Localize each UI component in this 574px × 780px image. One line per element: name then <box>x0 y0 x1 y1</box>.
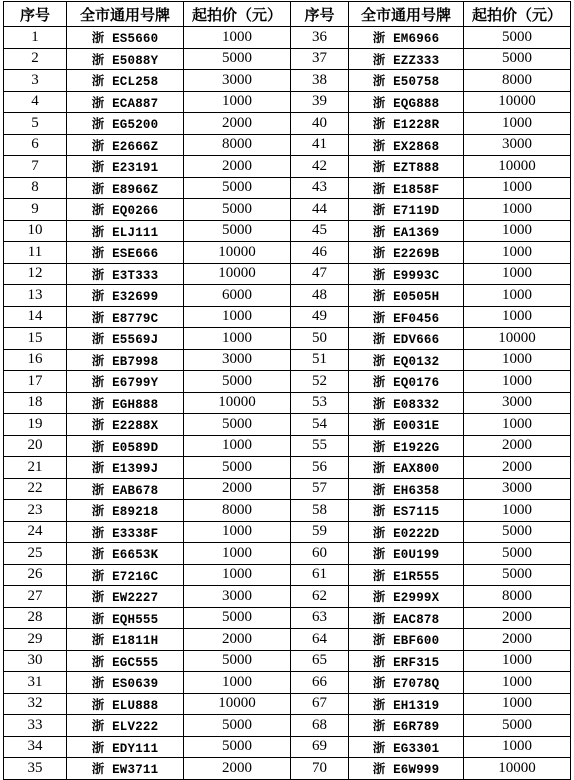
plate-number-cell: 浙 EG3301 <box>349 736 464 758</box>
header-starting-price: 起拍价（元） <box>184 2 291 27</box>
table-row <box>4 586 571 608</box>
serial-number-cell: 62 <box>291 586 349 608</box>
table-row <box>4 349 571 371</box>
table-header <box>4 2 571 27</box>
table-row <box>4 607 571 629</box>
plate-number-cell: 浙 E3T333 <box>67 263 184 285</box>
plate-number-cell: 浙 ESE666 <box>67 242 184 264</box>
plate-number-cell: 浙 EAX800 <box>349 457 464 479</box>
header-serial-number: 序号 <box>291 2 349 27</box>
plate-number-cell: 浙 EF0456 <box>349 306 464 328</box>
starting-price-cell: 3000 <box>184 70 291 92</box>
plate-number-cell: 浙 E2269B <box>349 242 464 264</box>
serial-number-cell: 10 <box>4 220 67 242</box>
table-row <box>4 478 571 500</box>
serial-number-cell: 61 <box>291 564 349 586</box>
serial-number-cell: 39 <box>291 91 349 113</box>
plate-number-cell: 浙 EQG888 <box>349 91 464 113</box>
starting-price-cell: 10000 <box>184 242 291 264</box>
header-serial-number: 序号 <box>4 2 67 27</box>
serial-number-cell: 59 <box>291 521 349 543</box>
plate-number-cell: 浙 EDY111 <box>67 736 184 758</box>
serial-number-cell: 29 <box>4 629 67 651</box>
table-row <box>4 414 571 436</box>
starting-price-cell: 5000 <box>184 371 291 393</box>
starting-price-cell: 1000 <box>184 543 291 565</box>
plate-number-cell: 浙 EX2868 <box>349 134 464 156</box>
table-row <box>4 629 571 651</box>
starting-price-cell: 2000 <box>184 113 291 135</box>
serial-number-cell: 53 <box>291 392 349 414</box>
starting-price-cell: 10000 <box>464 328 571 350</box>
starting-price-cell: 1000 <box>184 328 291 350</box>
header-plate-number: 全市通用号牌 <box>67 2 184 27</box>
serial-number-cell: 43 <box>291 177 349 199</box>
starting-price-cell: 1000 <box>184 521 291 543</box>
table-row <box>4 457 571 479</box>
starting-price-cell: 3000 <box>464 478 571 500</box>
serial-number-cell: 2 <box>4 48 67 70</box>
starting-price-cell: 1000 <box>464 693 571 715</box>
starting-price-cell: 1000 <box>464 199 571 221</box>
plate-number-cell: 浙 EBF600 <box>349 629 464 651</box>
plate-number-cell: 浙 EA1369 <box>349 220 464 242</box>
starting-price-cell: 1000 <box>464 371 571 393</box>
plate-number-cell: 浙 ECL258 <box>67 70 184 92</box>
plate-number-cell: 浙 EB7998 <box>67 349 184 371</box>
table-row <box>4 91 571 113</box>
starting-price-cell: 1000 <box>464 113 571 135</box>
starting-price-cell: 2000 <box>464 457 571 479</box>
serial-number-cell: 16 <box>4 349 67 371</box>
plate-number-cell: 浙 EZT888 <box>349 156 464 178</box>
serial-number-cell: 31 <box>4 672 67 694</box>
serial-number-cell: 26 <box>4 564 67 586</box>
table-row <box>4 564 571 586</box>
starting-price-cell: 5000 <box>464 543 571 565</box>
serial-number-cell: 65 <box>291 650 349 672</box>
table-row <box>4 328 571 350</box>
starting-price-cell: 5000 <box>184 607 291 629</box>
serial-number-cell: 18 <box>4 392 67 414</box>
serial-number-cell: 7 <box>4 156 67 178</box>
serial-number-cell: 41 <box>291 134 349 156</box>
starting-price-cell: 10000 <box>464 91 571 113</box>
serial-number-cell: 6 <box>4 134 67 156</box>
plate-number-cell: 浙 EG5200 <box>67 113 184 135</box>
table-row <box>4 543 571 565</box>
starting-price-cell: 2000 <box>464 607 571 629</box>
serial-number-cell: 8 <box>4 177 67 199</box>
table-row <box>4 27 571 49</box>
starting-price-cell: 5000 <box>464 27 571 49</box>
plate-number-cell: 浙 E1811H <box>67 629 184 651</box>
starting-price-cell: 5000 <box>464 564 571 586</box>
starting-price-cell: 1000 <box>184 564 291 586</box>
serial-number-cell: 24 <box>4 521 67 543</box>
starting-price-cell: 10000 <box>184 263 291 285</box>
header-starting-price: 起拍价（元） <box>464 2 571 27</box>
plate-number-cell: 浙 EAC878 <box>349 607 464 629</box>
plate-number-cell: 浙 E1858F <box>349 177 464 199</box>
serial-number-cell: 12 <box>4 263 67 285</box>
plate-number-cell: 浙 EQH555 <box>67 607 184 629</box>
plate-number-cell: 浙 E9993C <box>349 263 464 285</box>
starting-price-cell: 2000 <box>464 435 571 457</box>
plate-number-cell: 浙 E0U199 <box>349 543 464 565</box>
serial-number-cell: 28 <box>4 607 67 629</box>
serial-number-cell: 27 <box>4 586 67 608</box>
serial-number-cell: 11 <box>4 242 67 264</box>
starting-price-cell: 2000 <box>184 478 291 500</box>
starting-price-cell: 10000 <box>184 693 291 715</box>
plate-number-cell: 浙 E89218 <box>67 500 184 522</box>
starting-price-cell: 1000 <box>464 672 571 694</box>
table-row <box>4 521 571 543</box>
starting-price-cell: 1000 <box>464 500 571 522</box>
plate-number-cell: 浙 E6653K <box>67 543 184 565</box>
serial-number-cell: 54 <box>291 414 349 436</box>
starting-price-cell: 5000 <box>184 48 291 70</box>
plate-number-cell: 浙 EM6966 <box>349 27 464 49</box>
plate-number-cell: 浙 EH1319 <box>349 693 464 715</box>
serial-number-cell: 51 <box>291 349 349 371</box>
starting-price-cell: 5000 <box>184 199 291 221</box>
plate-number-cell: 浙 EH6358 <box>349 478 464 500</box>
plate-number-cell: 浙 E2999X <box>349 586 464 608</box>
starting-price-cell: 2000 <box>184 758 291 780</box>
plate-number-cell: 浙 ERF315 <box>349 650 464 672</box>
starting-price-cell: 5000 <box>184 650 291 672</box>
plate-number-cell: 浙 E1399J <box>67 457 184 479</box>
serial-number-cell: 55 <box>291 435 349 457</box>
table-row <box>4 435 571 457</box>
starting-price-cell: 1000 <box>464 263 571 285</box>
serial-number-cell: 45 <box>291 220 349 242</box>
serial-number-cell: 14 <box>4 306 67 328</box>
serial-number-cell: 17 <box>4 371 67 393</box>
serial-number-cell: 49 <box>291 306 349 328</box>
plate-table-body <box>4 27 571 780</box>
plate-number-cell: 浙 E2666Z <box>67 134 184 156</box>
plate-number-cell: 浙 EZZ333 <box>349 48 464 70</box>
table-row <box>4 306 571 328</box>
starting-price-cell: 5000 <box>184 414 291 436</box>
plate-number-cell: 浙 E23191 <box>67 156 184 178</box>
table-row <box>4 134 571 156</box>
table-row <box>4 758 571 780</box>
serial-number-cell: 19 <box>4 414 67 436</box>
plate-number-cell: 浙 E1922G <box>349 435 464 457</box>
starting-price-cell: 2000 <box>184 629 291 651</box>
starting-price-cell: 1000 <box>464 736 571 758</box>
plate-number-cell: 浙 EGH888 <box>67 392 184 414</box>
serial-number-cell: 44 <box>291 199 349 221</box>
table-row <box>4 156 571 178</box>
serial-number-cell: 63 <box>291 607 349 629</box>
starting-price-cell: 5000 <box>184 177 291 199</box>
plate-number-cell: 浙 ELV222 <box>67 715 184 737</box>
plate-auction-table <box>3 1 571 780</box>
plate-number-cell: 浙 E8966Z <box>67 177 184 199</box>
serial-number-cell: 23 <box>4 500 67 522</box>
starting-price-cell: 3000 <box>184 349 291 371</box>
starting-price-cell: 1000 <box>184 435 291 457</box>
plate-number-cell: 浙 E50758 <box>349 70 464 92</box>
serial-number-cell: 38 <box>291 70 349 92</box>
serial-number-cell: 3 <box>4 70 67 92</box>
table-row <box>4 48 571 70</box>
table-row <box>4 199 571 221</box>
serial-number-cell: 66 <box>291 672 349 694</box>
serial-number-cell: 21 <box>4 457 67 479</box>
plate-number-cell: 浙 E1228R <box>349 113 464 135</box>
starting-price-cell: 10000 <box>464 758 571 780</box>
plate-number-cell: 浙 EQ0132 <box>349 349 464 371</box>
serial-number-cell: 42 <box>291 156 349 178</box>
starting-price-cell: 6000 <box>184 285 291 307</box>
serial-number-cell: 57 <box>291 478 349 500</box>
starting-price-cell: 1000 <box>184 306 291 328</box>
starting-price-cell: 5000 <box>184 220 291 242</box>
plate-number-cell: 浙 E0505H <box>349 285 464 307</box>
starting-price-cell: 2000 <box>464 629 571 651</box>
plate-number-cell: 浙 ES0639 <box>67 672 184 694</box>
starting-price-cell: 8000 <box>464 70 571 92</box>
plate-number-cell: 浙 EAB678 <box>67 478 184 500</box>
serial-number-cell: 60 <box>291 543 349 565</box>
plate-number-cell: 浙 ELJ111 <box>67 220 184 242</box>
starting-price-cell: 1000 <box>464 349 571 371</box>
plate-number-cell: 浙 ELU888 <box>67 693 184 715</box>
serial-number-cell: 67 <box>291 693 349 715</box>
table-row <box>4 650 571 672</box>
serial-number-cell: 5 <box>4 113 67 135</box>
table-row <box>4 736 571 758</box>
plate-number-cell: 浙 E6R789 <box>349 715 464 737</box>
serial-number-cell: 52 <box>291 371 349 393</box>
starting-price-cell: 10000 <box>184 392 291 414</box>
plate-number-cell: 浙 EW3711 <box>67 758 184 780</box>
serial-number-cell: 20 <box>4 435 67 457</box>
starting-price-cell: 8000 <box>184 134 291 156</box>
serial-number-cell: 33 <box>4 715 67 737</box>
table-row <box>4 672 571 694</box>
starting-price-cell: 1000 <box>464 414 571 436</box>
serial-number-cell: 36 <box>291 27 349 49</box>
plate-number-cell: 浙 E7216C <box>67 564 184 586</box>
plate-number-cell: 浙 EDV666 <box>349 328 464 350</box>
starting-price-cell: 8000 <box>184 500 291 522</box>
serial-number-cell: 25 <box>4 543 67 565</box>
serial-number-cell: 30 <box>4 650 67 672</box>
serial-number-cell: 48 <box>291 285 349 307</box>
starting-price-cell: 5000 <box>184 715 291 737</box>
starting-price-cell: 3000 <box>184 586 291 608</box>
serial-number-cell: 47 <box>291 263 349 285</box>
plate-number-cell: 浙 EW2227 <box>67 586 184 608</box>
serial-number-cell: 68 <box>291 715 349 737</box>
table-row <box>4 715 571 737</box>
starting-price-cell: 1000 <box>464 285 571 307</box>
plate-number-cell: 浙 E8779C <box>67 306 184 328</box>
serial-number-cell: 32 <box>4 693 67 715</box>
plate-number-cell: 浙 EQ0176 <box>349 371 464 393</box>
serial-number-cell: 13 <box>4 285 67 307</box>
plate-number-cell: 浙 E0031E <box>349 414 464 436</box>
serial-number-cell: 40 <box>291 113 349 135</box>
serial-number-cell: 37 <box>291 48 349 70</box>
serial-number-cell: 15 <box>4 328 67 350</box>
table-row <box>4 113 571 135</box>
plate-number-cell: 浙 E7119D <box>349 199 464 221</box>
serial-number-cell: 34 <box>4 736 67 758</box>
starting-price-cell: 1000 <box>464 177 571 199</box>
serial-number-cell: 50 <box>291 328 349 350</box>
starting-price-cell: 8000 <box>464 586 571 608</box>
table-row <box>4 242 571 264</box>
starting-price-cell: 5000 <box>184 457 291 479</box>
serial-number-cell: 46 <box>291 242 349 264</box>
table-row <box>4 285 571 307</box>
plate-number-cell: 浙 EGC555 <box>67 650 184 672</box>
starting-price-cell: 1000 <box>464 306 571 328</box>
plate-number-cell: 浙 E1R555 <box>349 564 464 586</box>
starting-price-cell: 5000 <box>464 521 571 543</box>
plate-number-cell: 浙 E3338F <box>67 521 184 543</box>
starting-price-cell: 2000 <box>184 156 291 178</box>
plate-number-cell: 浙 ECA887 <box>67 91 184 113</box>
serial-number-cell: 70 <box>291 758 349 780</box>
plate-number-cell: 浙 EQ0266 <box>67 199 184 221</box>
plate-number-cell: 浙 E5569J <box>67 328 184 350</box>
starting-price-cell: 1000 <box>184 91 291 113</box>
table-row <box>4 371 571 393</box>
plate-number-cell: 浙 E7078Q <box>349 672 464 694</box>
starting-price-cell: 1000 <box>184 672 291 694</box>
starting-price-cell: 1000 <box>464 220 571 242</box>
header-plate-number: 全市通用号牌 <box>349 2 464 27</box>
serial-number-cell: 22 <box>4 478 67 500</box>
starting-price-cell: 3000 <box>464 392 571 414</box>
plate-number-cell: 浙 E2288X <box>67 414 184 436</box>
starting-price-cell: 5000 <box>464 48 571 70</box>
serial-number-cell: 1 <box>4 27 67 49</box>
table-row <box>4 220 571 242</box>
plate-number-cell: 浙 E0589D <box>67 435 184 457</box>
starting-price-cell: 1000 <box>184 27 291 49</box>
serial-number-cell: 56 <box>291 457 349 479</box>
serial-number-cell: 35 <box>4 758 67 780</box>
plate-number-cell: 浙 E5088Y <box>67 48 184 70</box>
header-row <box>4 2 571 27</box>
starting-price-cell: 5000 <box>184 736 291 758</box>
starting-price-cell: 10000 <box>464 156 571 178</box>
starting-price-cell: 1000 <box>464 242 571 264</box>
serial-number-cell: 9 <box>4 199 67 221</box>
serial-number-cell: 4 <box>4 91 67 113</box>
starting-price-cell: 5000 <box>464 715 571 737</box>
plate-number-cell: 浙 E0222D <box>349 521 464 543</box>
table-row <box>4 500 571 522</box>
plate-number-cell: 浙 ES5660 <box>67 27 184 49</box>
serial-number-cell: 64 <box>291 629 349 651</box>
table-row <box>4 392 571 414</box>
plate-number-cell: 浙 ES7115 <box>349 500 464 522</box>
serial-number-cell: 69 <box>291 736 349 758</box>
plate-number-cell: 浙 E08332 <box>349 392 464 414</box>
plate-number-cell: 浙 E6W999 <box>349 758 464 780</box>
table-row <box>4 177 571 199</box>
plate-number-cell: 浙 E32699 <box>67 285 184 307</box>
starting-price-cell: 1000 <box>464 650 571 672</box>
serial-number-cell: 58 <box>291 500 349 522</box>
table-row <box>4 693 571 715</box>
plate-number-cell: 浙 E6799Y <box>67 371 184 393</box>
table-row <box>4 70 571 92</box>
starting-price-cell: 3000 <box>464 134 571 156</box>
table-row <box>4 263 571 285</box>
